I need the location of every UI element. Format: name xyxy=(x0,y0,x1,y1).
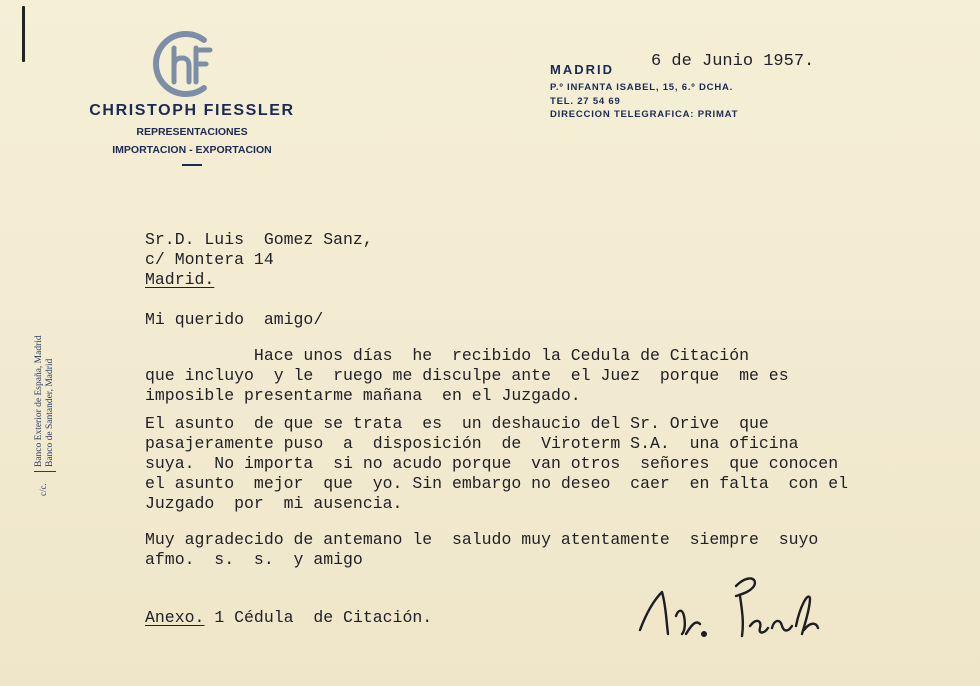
recipient-street: c/ Montera 14 xyxy=(145,250,274,269)
letterhead-telephone: TEL. 27 54 69 xyxy=(550,96,621,107)
body-line: suya. No importa si no acudo porque van otros señores que conocen xyxy=(145,454,839,473)
body-line: Hace unos días he recibido la Cedula de Citación xyxy=(145,346,749,365)
company-line-representaciones: REPRESENTACIONES xyxy=(136,126,248,138)
closing-line: Muy agradecido de antemano le saludo muy atentamente siempre suyo xyxy=(145,530,819,549)
letterhead-address: P.º INFANTA ISABEL, 15, 6.º DCHA. xyxy=(550,82,734,93)
bank-line-santander: Banco de Santander, Madrid xyxy=(45,358,55,467)
body-line: pasajeramente puso a disposición de Viroterm S.A. una oficina xyxy=(145,434,799,453)
letterhead-divider xyxy=(182,164,202,166)
annex-label: Anexo. xyxy=(145,608,205,627)
body-line: El asunto de que se trata es un deshaucio del Sr. Orive que xyxy=(145,414,769,433)
annex-text: 1 Cédula de Citación. xyxy=(204,608,433,627)
letter-date: 6 de Junio 1957. xyxy=(651,52,815,71)
body-line: el asunto mejor que yo. Sin embargo no deseo caer en falta con el xyxy=(145,474,849,493)
handwritten-signature xyxy=(632,556,832,656)
annex-line xyxy=(145,608,432,628)
body-line: que incluyo y le ruego me disculpe ante el Juez porque me es xyxy=(145,366,789,385)
margin-mark xyxy=(22,6,25,62)
company-line-import-export: IMPORTACION - EXPORTACION xyxy=(112,144,272,156)
bank-line-exterior: Banco Exterior de España, Madrid xyxy=(34,335,44,467)
letterhead-telegraph: DIRECCION TELEGRAFICA: PRIMAT xyxy=(550,109,739,120)
closing-line: afmo. s. s. y amigo xyxy=(145,550,363,569)
recipient-city: Madrid. xyxy=(145,270,215,289)
company-logo-icon xyxy=(152,28,224,100)
salutation: Mi querido amigo/ xyxy=(145,310,324,329)
body-line: Juzgado por mi ausencia. xyxy=(145,494,403,513)
body-line: imposible presentarme mañana en el Juzgado. xyxy=(145,386,581,405)
company-name: CHRISTOPH FIESSLER xyxy=(89,102,295,119)
recipient-name: Sr.D. Luis Gomez Sanz, xyxy=(145,230,373,249)
letterhead-city: MADRID xyxy=(550,62,614,77)
bank-cc-label: c/c. xyxy=(38,483,48,496)
